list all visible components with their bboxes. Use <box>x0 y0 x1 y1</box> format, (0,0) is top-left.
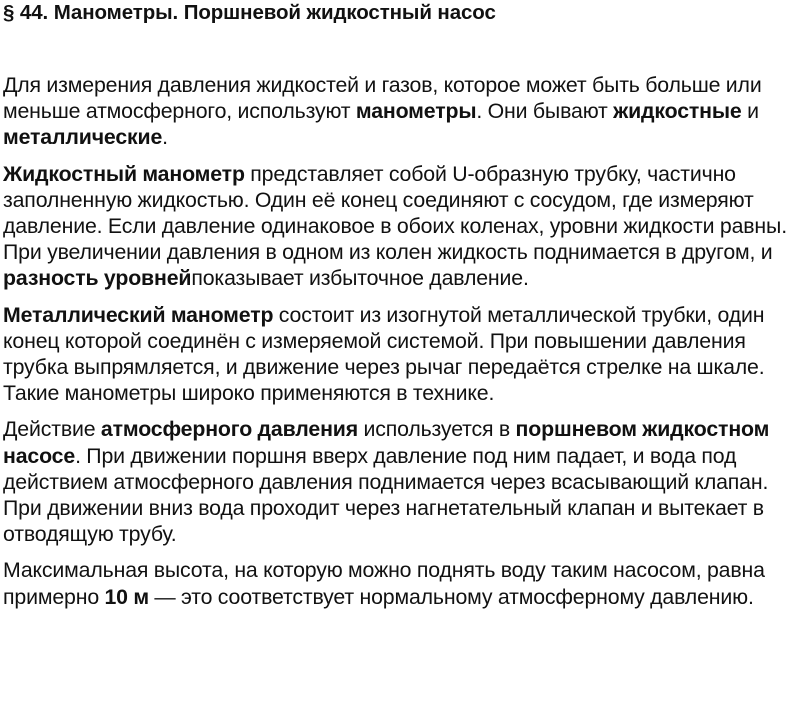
text-run: показывает избыточное давление. <box>191 266 529 291</box>
bold-term: поршневом жидкостном насосе <box>3 417 770 468</box>
paragraph <box>3 302 796 407</box>
text-run: . <box>162 125 168 150</box>
text-run: . Они бывают <box>476 99 614 124</box>
paragraph <box>3 161 796 292</box>
text-run: состоит из изогнутой металлической трубки, один конец которой соединён с измеряемой системой. При повышении давления трубка выпрямляется, и движение через рычаг передаётся стрелке на шкале. Такие манометры широко применяются в технике. <box>3 302 765 406</box>
text-run: Для измерения давления жидкостей и газов, которое может быть больше или меньше атмосферного, используют <box>3 73 762 124</box>
bold-term: жидкостные <box>613 99 742 124</box>
section-title: § 44. Манометры. Поршневой жидкостный насос <box>3 1 496 24</box>
bold-term: 10 м <box>104 584 149 609</box>
text-run: используется в <box>358 417 516 442</box>
paragraph <box>3 72 796 151</box>
text-run: Действие <box>3 417 101 442</box>
bold-term: Жидкостный манометр <box>3 161 245 186</box>
bold-term: атмосферного давления <box>100 417 359 442</box>
text-run: Максимальная высота, на которую можно поднять воду таким насосом, равна примерно <box>3 558 765 609</box>
paragraph <box>3 416 796 547</box>
paragraph <box>3 557 796 609</box>
text-run: и <box>741 99 759 124</box>
section-body <box>3 72 796 610</box>
bold-term: Металлический манометр <box>3 302 274 327</box>
text-run: — это соответствует нормальному атмосферному давлению. <box>148 584 754 609</box>
text-run: представляет собой U-образную трубку, частично заполненную жидкостью. Один её конец соединяют с сосудом, где измеряют давление. Если давление одинаковое в обоих коленах, уровни жидкости равны. При увеличении давления в одном из колен жидкость поднимается в другом, и <box>3 161 787 265</box>
text-run: . При движении поршня вверх давление под ним падает, и вода под действием атмосферного давления поднимается через всасывающий клапан. При движении вниз вода проходит через нагнетательный клапан и вытекает в отводящую трубу. <box>3 443 769 547</box>
bold-term: металлические <box>3 125 163 150</box>
bold-term: разность уровней <box>3 266 192 291</box>
bold-term: манометры <box>355 99 477 124</box>
